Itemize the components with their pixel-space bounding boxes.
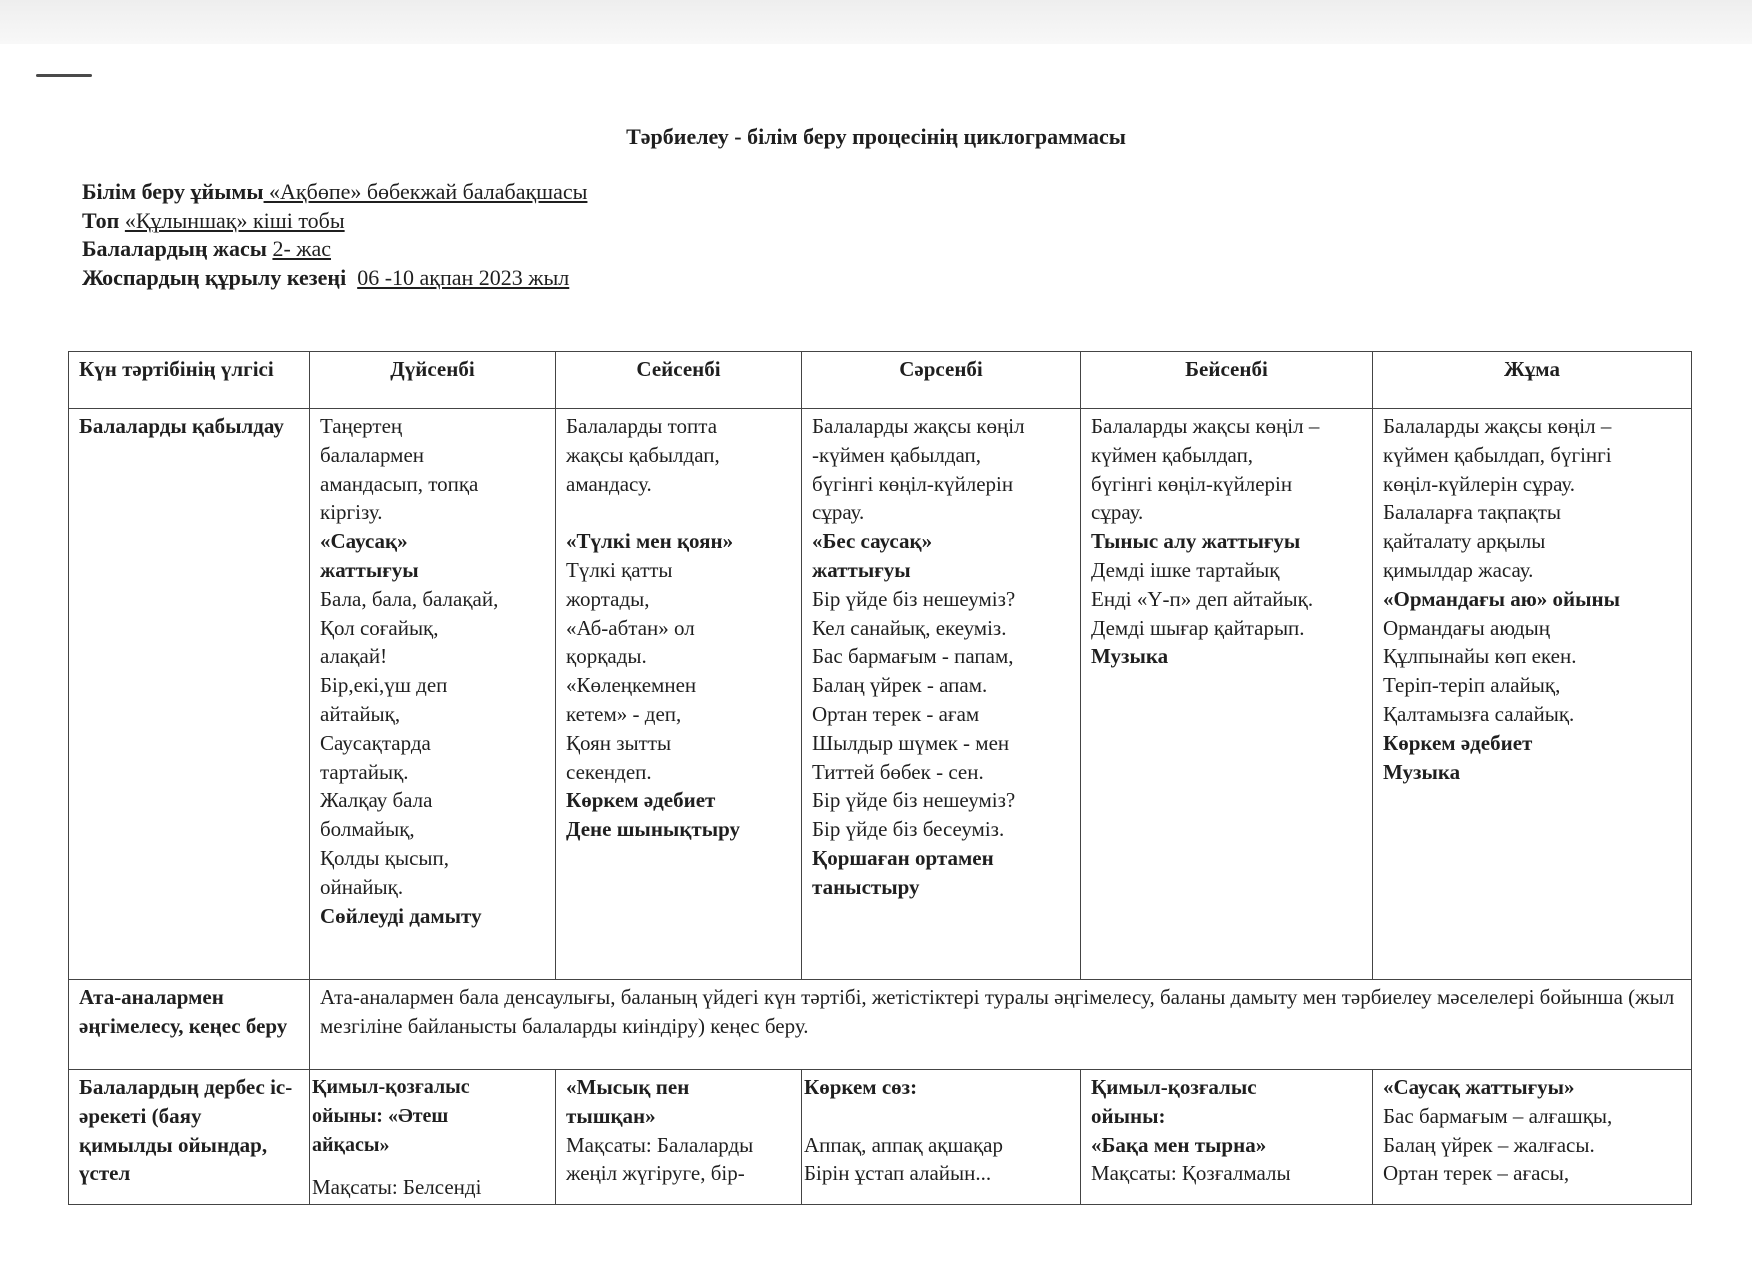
cell-line: бүгінгі көңіл-күйлерін xyxy=(812,471,1014,496)
cyclogram-table xyxy=(68,351,1692,1205)
cell-line: күймен қабылдап, xyxy=(1091,442,1254,467)
meta-label: Білім беру ұйымы xyxy=(82,179,264,204)
cell-line: сұрау. xyxy=(812,500,865,525)
cell-line: бүгінгі көңіл-күйлерін xyxy=(1091,471,1293,496)
cell-line: Мақсаты: Балаларды xyxy=(566,1132,754,1157)
cell-line: амандасып, топқа xyxy=(320,471,479,496)
header-monday: Дүйсенбі xyxy=(310,352,556,409)
cell-line: Ормандағы аюдың xyxy=(1383,615,1551,640)
cell-line: жортады, xyxy=(566,586,650,611)
meta-value: «Ақбөпе» бөбекжай балабақшасы xyxy=(263,179,588,204)
cell-line: «Түлкі мен қоян» xyxy=(566,529,734,554)
cell-line: Мақсаты: Қозғалмалы xyxy=(1091,1161,1291,1186)
cell-line: жеңіл жүгіруге, бір- xyxy=(566,1161,745,1186)
cell-line: тартайық. xyxy=(320,759,409,784)
meta-period xyxy=(82,264,587,293)
cell-line: Түлкі қатты xyxy=(566,557,673,582)
cell-line: «Мысық пен xyxy=(566,1075,690,1099)
cell-line: Ортан терек – ағасы, xyxy=(1383,1161,1570,1186)
cell-line: қайталату арқылы xyxy=(1383,529,1546,554)
cell-line: «Саусақ жаттығуы» xyxy=(1383,1075,1575,1099)
cell-line xyxy=(312,1159,545,1173)
cell-line: -күймен қабылдап, xyxy=(812,442,982,467)
header-wednesday: Сәрсенбі xyxy=(802,352,1081,409)
cell-line: таныстыру xyxy=(812,874,920,899)
cell-line: тышқан» xyxy=(566,1103,656,1128)
meta-value: «Құлыншақ» кіші тобы xyxy=(124,207,345,233)
header-friday: Жұма xyxy=(1373,352,1692,409)
header-thursday: Бейсенбі xyxy=(1081,352,1373,409)
cell-thursday xyxy=(1081,409,1373,980)
table-header-row xyxy=(69,352,1692,409)
cell-line: «Көлеңкемнен xyxy=(566,673,697,698)
cell-wednesday xyxy=(802,1070,1081,1205)
cell-line: «Ормандағы аю» ойыны xyxy=(1383,586,1621,611)
cell-line: Музыка xyxy=(1091,644,1169,669)
scan-top-band xyxy=(0,0,1752,44)
cell-line: Дене шынықтыру xyxy=(566,817,741,842)
cell-line: Саусақтарда xyxy=(320,730,431,755)
cell-line: Қол соғайық, xyxy=(320,615,439,640)
cell-line: Қоршаған ортамен xyxy=(812,845,994,870)
cell-line: Шылдыр шүмек - мен xyxy=(812,730,1010,755)
cell-line: күймен қабылдап, бүгінгі xyxy=(1383,442,1612,467)
cell-line: Демді шығар қайтарып. xyxy=(1091,615,1305,640)
cell-line: Балаларды жақсы көңіл xyxy=(812,414,1025,438)
cell-thursday xyxy=(1081,1070,1373,1205)
cell-line: «Бес саусақ» xyxy=(812,529,933,554)
cell-line: Тыныс алу жаттығуы xyxy=(1091,529,1301,554)
cell-line: Көркем сөз: xyxy=(804,1075,918,1099)
cell-line: жаттығуы xyxy=(812,557,911,582)
cell-line: Қалтамызға салайық. xyxy=(1383,701,1575,726)
cell-line: жақсы қабылдап, xyxy=(566,442,720,467)
table-row-reception xyxy=(69,409,1692,980)
cell-line: көңіл-күйлерін сұрау. xyxy=(1383,471,1576,496)
cell-line: Қимыл-қозғалыс xyxy=(1091,1075,1257,1099)
cell-line: Ортан терек - ағам xyxy=(812,701,980,726)
cell-line: жаттығуы xyxy=(320,557,419,582)
cell-line: Балаларды жақсы көңіл – xyxy=(1383,414,1612,438)
cell-friday xyxy=(1373,1070,1692,1205)
cell-line: Бала, бала, балақай, xyxy=(320,586,499,611)
cell-line: секендеп. xyxy=(566,759,652,784)
cell-line: Балаң үйрек – жалғасы. xyxy=(1383,1132,1595,1157)
cell-line: балалармен xyxy=(320,442,425,467)
cell-line: Бірін ұстап алайын... xyxy=(804,1161,992,1186)
cell-line: «Бақа мен тырна» xyxy=(1091,1132,1267,1157)
cell-line: амандасу. xyxy=(566,471,652,496)
cell-friday xyxy=(1373,409,1692,980)
cell-line: Мақсаты: Белсенді xyxy=(312,1175,482,1200)
cell-line: Аппақ, аппақ ақшақар xyxy=(804,1132,1003,1157)
cell-line: Балаларды топта xyxy=(566,414,718,438)
cell-line: Бір,екі,үш деп xyxy=(320,673,448,698)
cell-line: Бір үйде біз бесеуміз. xyxy=(812,817,1005,842)
cell-line: Құлпынайы көп екен. xyxy=(1383,644,1577,669)
cell-line: Титтей бөбек - сен. xyxy=(812,759,984,784)
cell-line: Енді «Ү-п» деп айтайық. xyxy=(1091,586,1314,611)
cell-line: «Саусақ» xyxy=(320,529,408,554)
meta-group xyxy=(82,207,587,236)
cell-line: Қолды қысып, xyxy=(320,845,449,870)
cell-line: болмайық, xyxy=(320,817,415,842)
cell-tuesday xyxy=(556,409,802,980)
cell-line: айқасы» xyxy=(312,1133,390,1156)
meta-organization xyxy=(82,178,587,207)
cell-line: ойыны: «Әтеш xyxy=(312,1104,449,1127)
cell-line: Бір үйде біз нешеуміз? xyxy=(812,586,1016,611)
cell-line xyxy=(566,498,791,527)
cell-monday xyxy=(310,1070,556,1205)
meta-label: Балалардың жасы xyxy=(82,236,267,261)
scan-mark xyxy=(36,74,92,77)
cell-line: Жалқау бала xyxy=(320,788,433,813)
meta-label: Жоспардың құрылу кезеңі xyxy=(82,264,347,290)
cell-line: Балаларды жақсы көңіл – xyxy=(1091,414,1320,438)
cell-line: сұрау. xyxy=(1091,500,1144,525)
cell-line: Көркем әдебиет xyxy=(566,788,716,813)
cell-line: Бір үйде біз нешеуміз? xyxy=(812,788,1016,813)
cell-line: Теріп-теріп алайық, xyxy=(1383,673,1561,698)
cell-line: айтайық, xyxy=(320,701,401,726)
table-row-parents xyxy=(69,980,1692,1070)
cell-line: алақай! xyxy=(320,644,388,669)
header-tuesday: Сейсенбі xyxy=(556,352,802,409)
table-row-independent-activity xyxy=(69,1070,1692,1205)
cell-line: қорқады. xyxy=(566,644,647,669)
meta-age xyxy=(82,235,587,264)
row-label: Балалардың дербес іс-әрекеті (баяу қимылды ойындар, үстел xyxy=(69,1070,310,1205)
cell-parents-consultation: Ата-аналармен бала денсаулығы, баланың үйдегі күн тәртібі, жетістіктері туралы әңгімелесу, баланы дамыту мен тәрбиелеу мәселелері бойынша (жыл мезгіліне байланысты балаларды киіндіру) кеңес беру. xyxy=(310,980,1692,1070)
cell-line: Музыка xyxy=(1383,759,1461,784)
cell-line: ойыны: xyxy=(1091,1103,1166,1128)
cell-line: ойнайық. xyxy=(320,874,404,899)
cell-line: Қимыл-қозғалыс xyxy=(312,1076,470,1098)
cell-line: кетем» - деп, xyxy=(566,701,682,726)
cell-monday xyxy=(310,409,556,980)
meta-value: 06 -10 ақпан 2023 жыл xyxy=(357,264,570,290)
cell-line: Демді ішке тартайық xyxy=(1091,557,1280,582)
cell-tuesday xyxy=(556,1070,802,1205)
meta-label: Топ xyxy=(82,207,120,233)
cell-line: Кел санайық, екеуміз. xyxy=(812,615,1007,640)
cell-line: Бас бармағым - папам, xyxy=(812,644,1014,669)
cell-wednesday xyxy=(802,409,1081,980)
cell-line: Таңертең xyxy=(320,414,403,438)
cell-line: Қоян зытты xyxy=(566,730,672,755)
cell-line: Көркем әдебиет xyxy=(1383,730,1533,755)
cell-line: Балаларға тақпақты xyxy=(1383,500,1562,525)
document-title: Тәрбиелеу - білім беру процесінің циклограммасы xyxy=(626,124,1126,149)
row-label: Балаларды қабылдау xyxy=(69,409,310,980)
cell-line: кіргізу. xyxy=(320,500,383,525)
cell-line: «Аб-абтан» ол xyxy=(566,615,695,640)
cell-line xyxy=(804,1102,1070,1131)
header-day-schedule: Күн тәртібінің үлгісі xyxy=(69,352,310,409)
meta-value: 2- жас xyxy=(272,236,331,261)
cell-line: Бас бармағым – алғашқы, xyxy=(1383,1103,1613,1128)
document-meta xyxy=(82,178,587,292)
cell-line: қимылдар жасау. xyxy=(1383,557,1534,582)
cell-line: Сөйлеуді дамыту xyxy=(320,903,482,928)
row-label: Ата-аналармен әңгімелесу, кеңес беру xyxy=(69,980,310,1070)
cell-line: Балаң үйрек - апам. xyxy=(812,673,988,698)
